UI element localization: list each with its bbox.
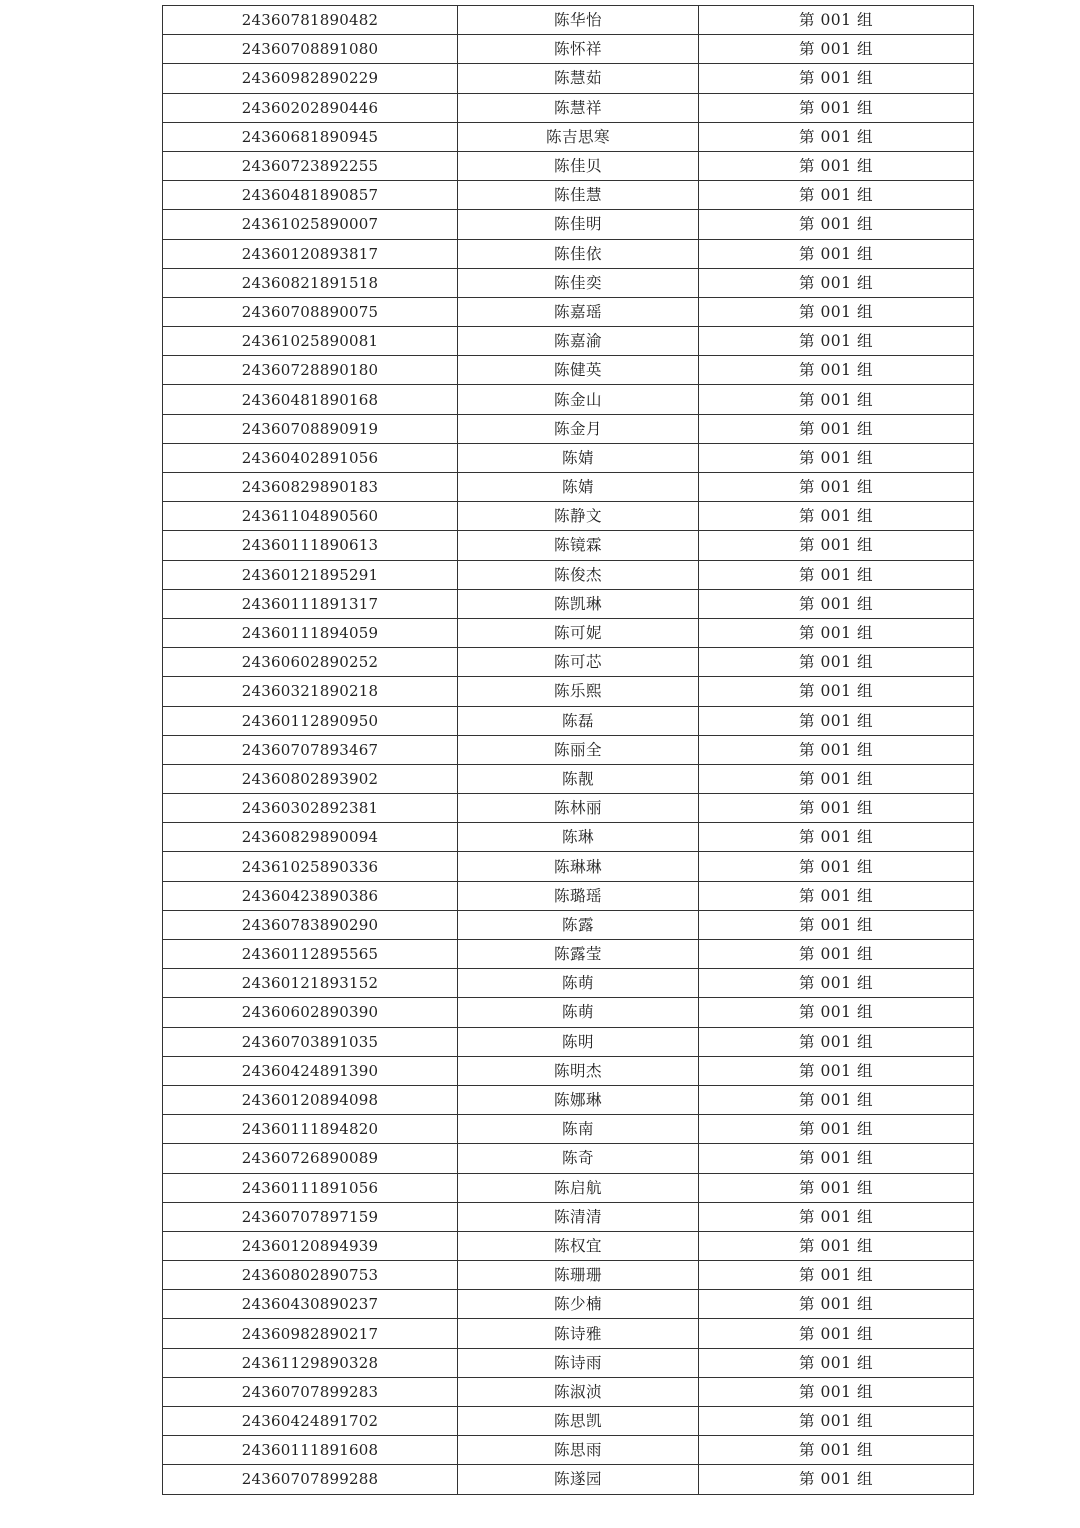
candidate-name-cell: 陈怀祥 [458, 35, 699, 64]
group-number-cell: 第 001 组 [699, 122, 974, 151]
table-row [163, 6, 974, 35]
group-number-cell: 第 001 组 [699, 1377, 974, 1406]
group-number-cell: 第 001 组 [699, 998, 974, 1027]
table-row [163, 852, 974, 881]
candidate-name-cell: 陈婧 [458, 443, 699, 472]
candidate-number-cell: 24360802893902 [163, 764, 458, 793]
table-row [163, 881, 974, 910]
candidate-name-cell: 陈萌 [458, 998, 699, 1027]
candidate-number-cell: 24360707899283 [163, 1377, 458, 1406]
table-row [163, 356, 974, 385]
group-number-cell: 第 001 组 [699, 560, 974, 589]
group-number-cell: 第 001 组 [699, 531, 974, 560]
candidate-name-cell: 陈佳贝 [458, 151, 699, 180]
group-number-cell: 第 001 组 [699, 35, 974, 64]
candidate-name-cell: 陈俊杰 [458, 560, 699, 589]
candidate-name-cell: 陈慧祥 [458, 93, 699, 122]
candidate-number-cell: 24360821891518 [163, 268, 458, 297]
group-number-cell: 第 001 组 [699, 618, 974, 647]
group-number-cell: 第 001 组 [699, 1202, 974, 1231]
candidate-name-cell: 陈健英 [458, 356, 699, 385]
table-row [163, 677, 974, 706]
candidate-name-cell: 陈佳奕 [458, 268, 699, 297]
group-number-cell: 第 001 组 [699, 1231, 974, 1260]
candidate-number-cell: 24360111891317 [163, 589, 458, 618]
candidate-name-cell: 陈佳明 [458, 210, 699, 239]
group-number-cell: 第 001 组 [699, 1436, 974, 1465]
candidate-name-cell: 陈靓 [458, 764, 699, 793]
table-row [163, 794, 974, 823]
table-row [163, 1348, 974, 1377]
candidate-number-cell: 24360481890168 [163, 385, 458, 414]
table-row [163, 940, 974, 969]
table-row [163, 823, 974, 852]
table-row [163, 764, 974, 793]
table-row [163, 502, 974, 531]
candidate-number-cell: 24360707893467 [163, 735, 458, 764]
group-number-cell: 第 001 组 [699, 64, 974, 93]
table-row [163, 297, 974, 326]
candidate-number-cell: 24361104890560 [163, 502, 458, 531]
group-number-cell: 第 001 组 [699, 1027, 974, 1056]
candidate-name-cell: 陈乐熙 [458, 677, 699, 706]
table-row [163, 1290, 974, 1319]
candidate-name-cell: 陈明杰 [458, 1056, 699, 1085]
group-number-cell: 第 001 组 [699, 151, 974, 180]
group-number-cell: 第 001 组 [699, 1290, 974, 1319]
candidate-name-cell: 陈明 [458, 1027, 699, 1056]
candidate-number-cell: 24360707897159 [163, 1202, 458, 1231]
candidate-name-cell: 陈慧茹 [458, 64, 699, 93]
group-number-cell: 第 001 组 [699, 1115, 974, 1144]
candidate-number-cell: 24360708891080 [163, 35, 458, 64]
table-row [163, 268, 974, 297]
candidate-number-cell: 24360423890386 [163, 881, 458, 910]
candidate-name-cell: 陈婧 [458, 473, 699, 502]
group-number-cell: 第 001 组 [699, 1085, 974, 1114]
candidate-number-cell: 24360728890180 [163, 356, 458, 385]
candidate-name-cell: 陈南 [458, 1115, 699, 1144]
candidate-name-cell: 陈诗雅 [458, 1319, 699, 1348]
group-number-cell: 第 001 组 [699, 910, 974, 939]
candidate-number-cell: 24360723892255 [163, 151, 458, 180]
candidate-number-cell: 24360121893152 [163, 969, 458, 998]
group-number-cell: 第 001 组 [699, 735, 974, 764]
candidate-number-cell: 24360602890390 [163, 998, 458, 1027]
group-number-cell: 第 001 组 [699, 1319, 974, 1348]
group-number-cell: 第 001 组 [699, 1465, 974, 1494]
candidate-number-cell: 24361025890007 [163, 210, 458, 239]
candidate-name-cell: 陈奇 [458, 1144, 699, 1173]
group-number-cell: 第 001 组 [699, 1261, 974, 1290]
candidate-number-cell: 24360321890218 [163, 677, 458, 706]
candidate-number-cell: 24360112895565 [163, 940, 458, 969]
candidate-name-cell: 陈露 [458, 910, 699, 939]
group-number-cell: 第 001 组 [699, 239, 974, 268]
table-row [163, 1202, 974, 1231]
group-number-cell: 第 001 组 [699, 940, 974, 969]
group-number-cell: 第 001 组 [699, 356, 974, 385]
candidate-name-cell: 陈琳琳 [458, 852, 699, 881]
candidate-name-cell: 陈珊珊 [458, 1261, 699, 1290]
group-number-cell: 第 001 组 [699, 327, 974, 356]
table-row [163, 1465, 974, 1494]
roster-table [162, 5, 974, 1495]
group-number-cell: 第 001 组 [699, 794, 974, 823]
table-row [163, 531, 974, 560]
candidate-number-cell: 24360111894820 [163, 1115, 458, 1144]
group-number-cell: 第 001 组 [699, 1407, 974, 1436]
group-number-cell: 第 001 组 [699, 502, 974, 531]
candidate-number-cell: 24360120893817 [163, 239, 458, 268]
candidate-name-cell: 陈琳 [458, 823, 699, 852]
table-row [163, 1085, 974, 1114]
candidate-number-cell: 24360829890183 [163, 473, 458, 502]
group-number-cell: 第 001 组 [699, 443, 974, 472]
candidate-number-cell: 24361025890336 [163, 852, 458, 881]
table-row [163, 122, 974, 151]
candidate-name-cell: 陈华怡 [458, 6, 699, 35]
candidate-name-cell: 陈嘉渝 [458, 327, 699, 356]
table-row [163, 181, 974, 210]
table-row [163, 1231, 974, 1260]
candidate-name-cell: 陈思雨 [458, 1436, 699, 1465]
table-row [163, 1319, 974, 1348]
candidate-number-cell: 24360802890753 [163, 1261, 458, 1290]
group-number-cell: 第 001 组 [699, 210, 974, 239]
group-number-cell: 第 001 组 [699, 823, 974, 852]
table-row [163, 327, 974, 356]
table-row [163, 648, 974, 677]
table-row [163, 210, 974, 239]
table-row [163, 1027, 974, 1056]
group-number-cell: 第 001 组 [699, 852, 974, 881]
table-row [163, 910, 974, 939]
candidate-number-cell: 24360302892381 [163, 794, 458, 823]
group-number-cell: 第 001 组 [699, 6, 974, 35]
table-row [163, 560, 974, 589]
candidate-number-cell: 24360112890950 [163, 706, 458, 735]
group-number-cell: 第 001 组 [699, 1348, 974, 1377]
candidate-number-cell: 24360111894059 [163, 618, 458, 647]
table-row [163, 618, 974, 647]
candidate-number-cell: 24360707899288 [163, 1465, 458, 1494]
group-number-cell: 第 001 组 [699, 589, 974, 618]
table-row [163, 385, 974, 414]
table-row [163, 35, 974, 64]
roster-table-body [163, 6, 974, 1495]
candidate-number-cell: 24360120894939 [163, 1231, 458, 1260]
group-number-cell: 第 001 组 [699, 414, 974, 443]
table-row [163, 1115, 974, 1144]
table-row [163, 1377, 974, 1406]
candidate-name-cell: 陈遂园 [458, 1465, 699, 1494]
group-number-cell: 第 001 组 [699, 648, 974, 677]
candidate-name-cell: 陈佳慧 [458, 181, 699, 210]
group-number-cell: 第 001 组 [699, 297, 974, 326]
candidate-number-cell: 24360111891608 [163, 1436, 458, 1465]
candidate-name-cell: 陈磊 [458, 706, 699, 735]
group-number-cell: 第 001 组 [699, 473, 974, 502]
candidate-name-cell: 陈吉思寒 [458, 122, 699, 151]
candidate-name-cell: 陈金山 [458, 385, 699, 414]
candidate-number-cell: 24360202890446 [163, 93, 458, 122]
group-number-cell: 第 001 组 [699, 385, 974, 414]
candidate-number-cell: 24360121895291 [163, 560, 458, 589]
candidate-number-cell: 24360111891056 [163, 1173, 458, 1202]
candidate-name-cell: 陈淑浈 [458, 1377, 699, 1406]
group-number-cell: 第 001 组 [699, 1144, 974, 1173]
table-row [163, 1144, 974, 1173]
candidate-number-cell: 24360708890919 [163, 414, 458, 443]
group-number-cell: 第 001 组 [699, 881, 974, 910]
candidate-name-cell: 陈静文 [458, 502, 699, 531]
candidate-number-cell: 24360783890290 [163, 910, 458, 939]
table-row [163, 969, 974, 998]
group-number-cell: 第 001 组 [699, 1056, 974, 1085]
table-row [163, 151, 974, 180]
group-number-cell: 第 001 组 [699, 1173, 974, 1202]
table-row [163, 1261, 974, 1290]
table-row [163, 1436, 974, 1465]
candidate-name-cell: 陈清清 [458, 1202, 699, 1231]
group-number-cell: 第 001 组 [699, 93, 974, 122]
candidate-number-cell: 24360681890945 [163, 122, 458, 151]
candidate-number-cell: 24360703891035 [163, 1027, 458, 1056]
table-row [163, 706, 974, 735]
candidate-number-cell: 24360424891390 [163, 1056, 458, 1085]
candidate-number-cell: 24360982890217 [163, 1319, 458, 1348]
candidate-number-cell: 24360602890252 [163, 648, 458, 677]
candidate-number-cell: 24360402891056 [163, 443, 458, 472]
group-number-cell: 第 001 组 [699, 706, 974, 735]
table-row [163, 64, 974, 93]
candidate-number-cell: 24360708890075 [163, 297, 458, 326]
candidate-name-cell: 陈丽全 [458, 735, 699, 764]
candidate-number-cell: 24360120894098 [163, 1085, 458, 1114]
table-row [163, 239, 974, 268]
candidate-number-cell: 24361129890328 [163, 1348, 458, 1377]
table-row [163, 1056, 974, 1085]
group-number-cell: 第 001 组 [699, 764, 974, 793]
candidate-name-cell: 陈佳依 [458, 239, 699, 268]
table-row [163, 93, 974, 122]
group-number-cell: 第 001 组 [699, 969, 974, 998]
candidate-name-cell: 陈娜琳 [458, 1085, 699, 1114]
candidate-name-cell: 陈嘉瑶 [458, 297, 699, 326]
candidate-name-cell: 陈露莹 [458, 940, 699, 969]
group-number-cell: 第 001 组 [699, 268, 974, 297]
candidate-name-cell: 陈启航 [458, 1173, 699, 1202]
candidate-number-cell: 24360111890613 [163, 531, 458, 560]
table-row [163, 998, 974, 1027]
table-row [163, 473, 974, 502]
candidate-name-cell: 陈权宜 [458, 1231, 699, 1260]
candidate-number-cell: 24360430890237 [163, 1290, 458, 1319]
candidate-name-cell: 陈可妮 [458, 618, 699, 647]
candidate-number-cell: 24360781890482 [163, 6, 458, 35]
table-row [163, 589, 974, 618]
candidate-name-cell: 陈可芯 [458, 648, 699, 677]
candidate-number-cell: 24360829890094 [163, 823, 458, 852]
candidate-name-cell: 陈金月 [458, 414, 699, 443]
candidate-name-cell: 陈思凯 [458, 1407, 699, 1436]
candidate-number-cell: 24360481890857 [163, 181, 458, 210]
candidate-name-cell: 陈萌 [458, 969, 699, 998]
table-row [163, 443, 974, 472]
table-row [163, 1407, 974, 1436]
group-number-cell: 第 001 组 [699, 181, 974, 210]
candidate-name-cell: 陈诗雨 [458, 1348, 699, 1377]
candidate-number-cell: 24360424891702 [163, 1407, 458, 1436]
table-row [163, 414, 974, 443]
table-row [163, 1173, 974, 1202]
candidate-name-cell: 陈凯琳 [458, 589, 699, 618]
candidate-number-cell: 24361025890081 [163, 327, 458, 356]
candidate-name-cell: 陈璐瑶 [458, 881, 699, 910]
group-number-cell: 第 001 组 [699, 677, 974, 706]
candidate-name-cell: 陈镜霖 [458, 531, 699, 560]
candidate-number-cell: 24360982890229 [163, 64, 458, 93]
candidate-name-cell: 陈少楠 [458, 1290, 699, 1319]
candidate-name-cell: 陈林丽 [458, 794, 699, 823]
candidate-number-cell: 24360726890089 [163, 1144, 458, 1173]
table-row [163, 735, 974, 764]
